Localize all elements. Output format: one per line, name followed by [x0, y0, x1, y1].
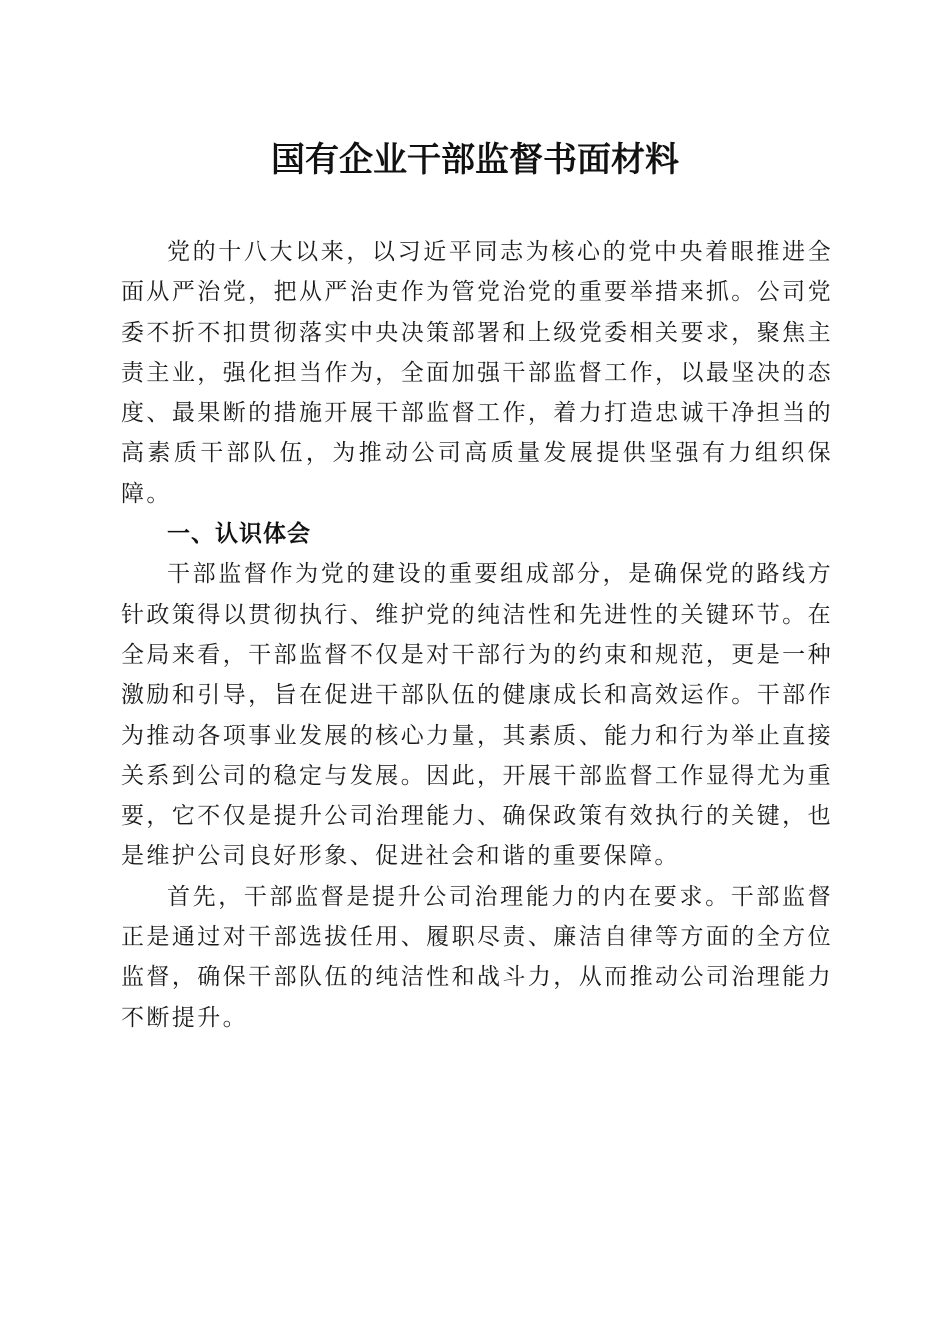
section-heading-1: 一、认识体会 [167, 521, 311, 548]
document-body [121, 232, 833, 1038]
document-title: 国有企业干部监督书面材料 [271, 140, 679, 180]
intro-paragraph: 党的十八大以来，以习近平同志为核心的党中央着眼推进全面从严治党，把从严治吏作为管党治党的重要举措来抓。公司党委不折不扣贯彻落实中央决策部署和上级党委相关要求，聚焦主责主业，强化担当作为，全面加强干部监督工作，以最坚决的态度、最果断的措施开展干部监督工作，着力打造忠诚干净担当的高素质干部队伍，为推动公司高质量发展提供坚强有力组织保障。 [121, 239, 833, 507]
section-1-paragraph-2: 首先，干部监督是提升公司治理能力的内在要求。干部监督正是通过对干部选拔任用、履职尽责、廉洁自律等方面的全方位监督，确保干部队伍的纯洁性和战斗力，从而推动公司治理能力不断提升。 [121, 883, 833, 1031]
section-1-paragraph-1: 干部监督作为党的建设的重要组成部分，是确保党的路线方针政策得以贯彻执行、维护党的纯洁性和先进性的关键环节。在全局来看，干部监督不仅是对干部行为的约束和规范，更是一种激励和引导，旨在促进干部队伍的健康成长和高效运作。干部作为推动各项事业发展的核心力量，其素质、能力和行为举止直接关系到公司的稳定与发展。因此，开展干部监督工作显得尤为重要，它不仅是提升公司治理能力、确保政策有效执行的关键，也是维护公司良好形象、促进社会和谐的重要保障。 [121, 561, 833, 870]
